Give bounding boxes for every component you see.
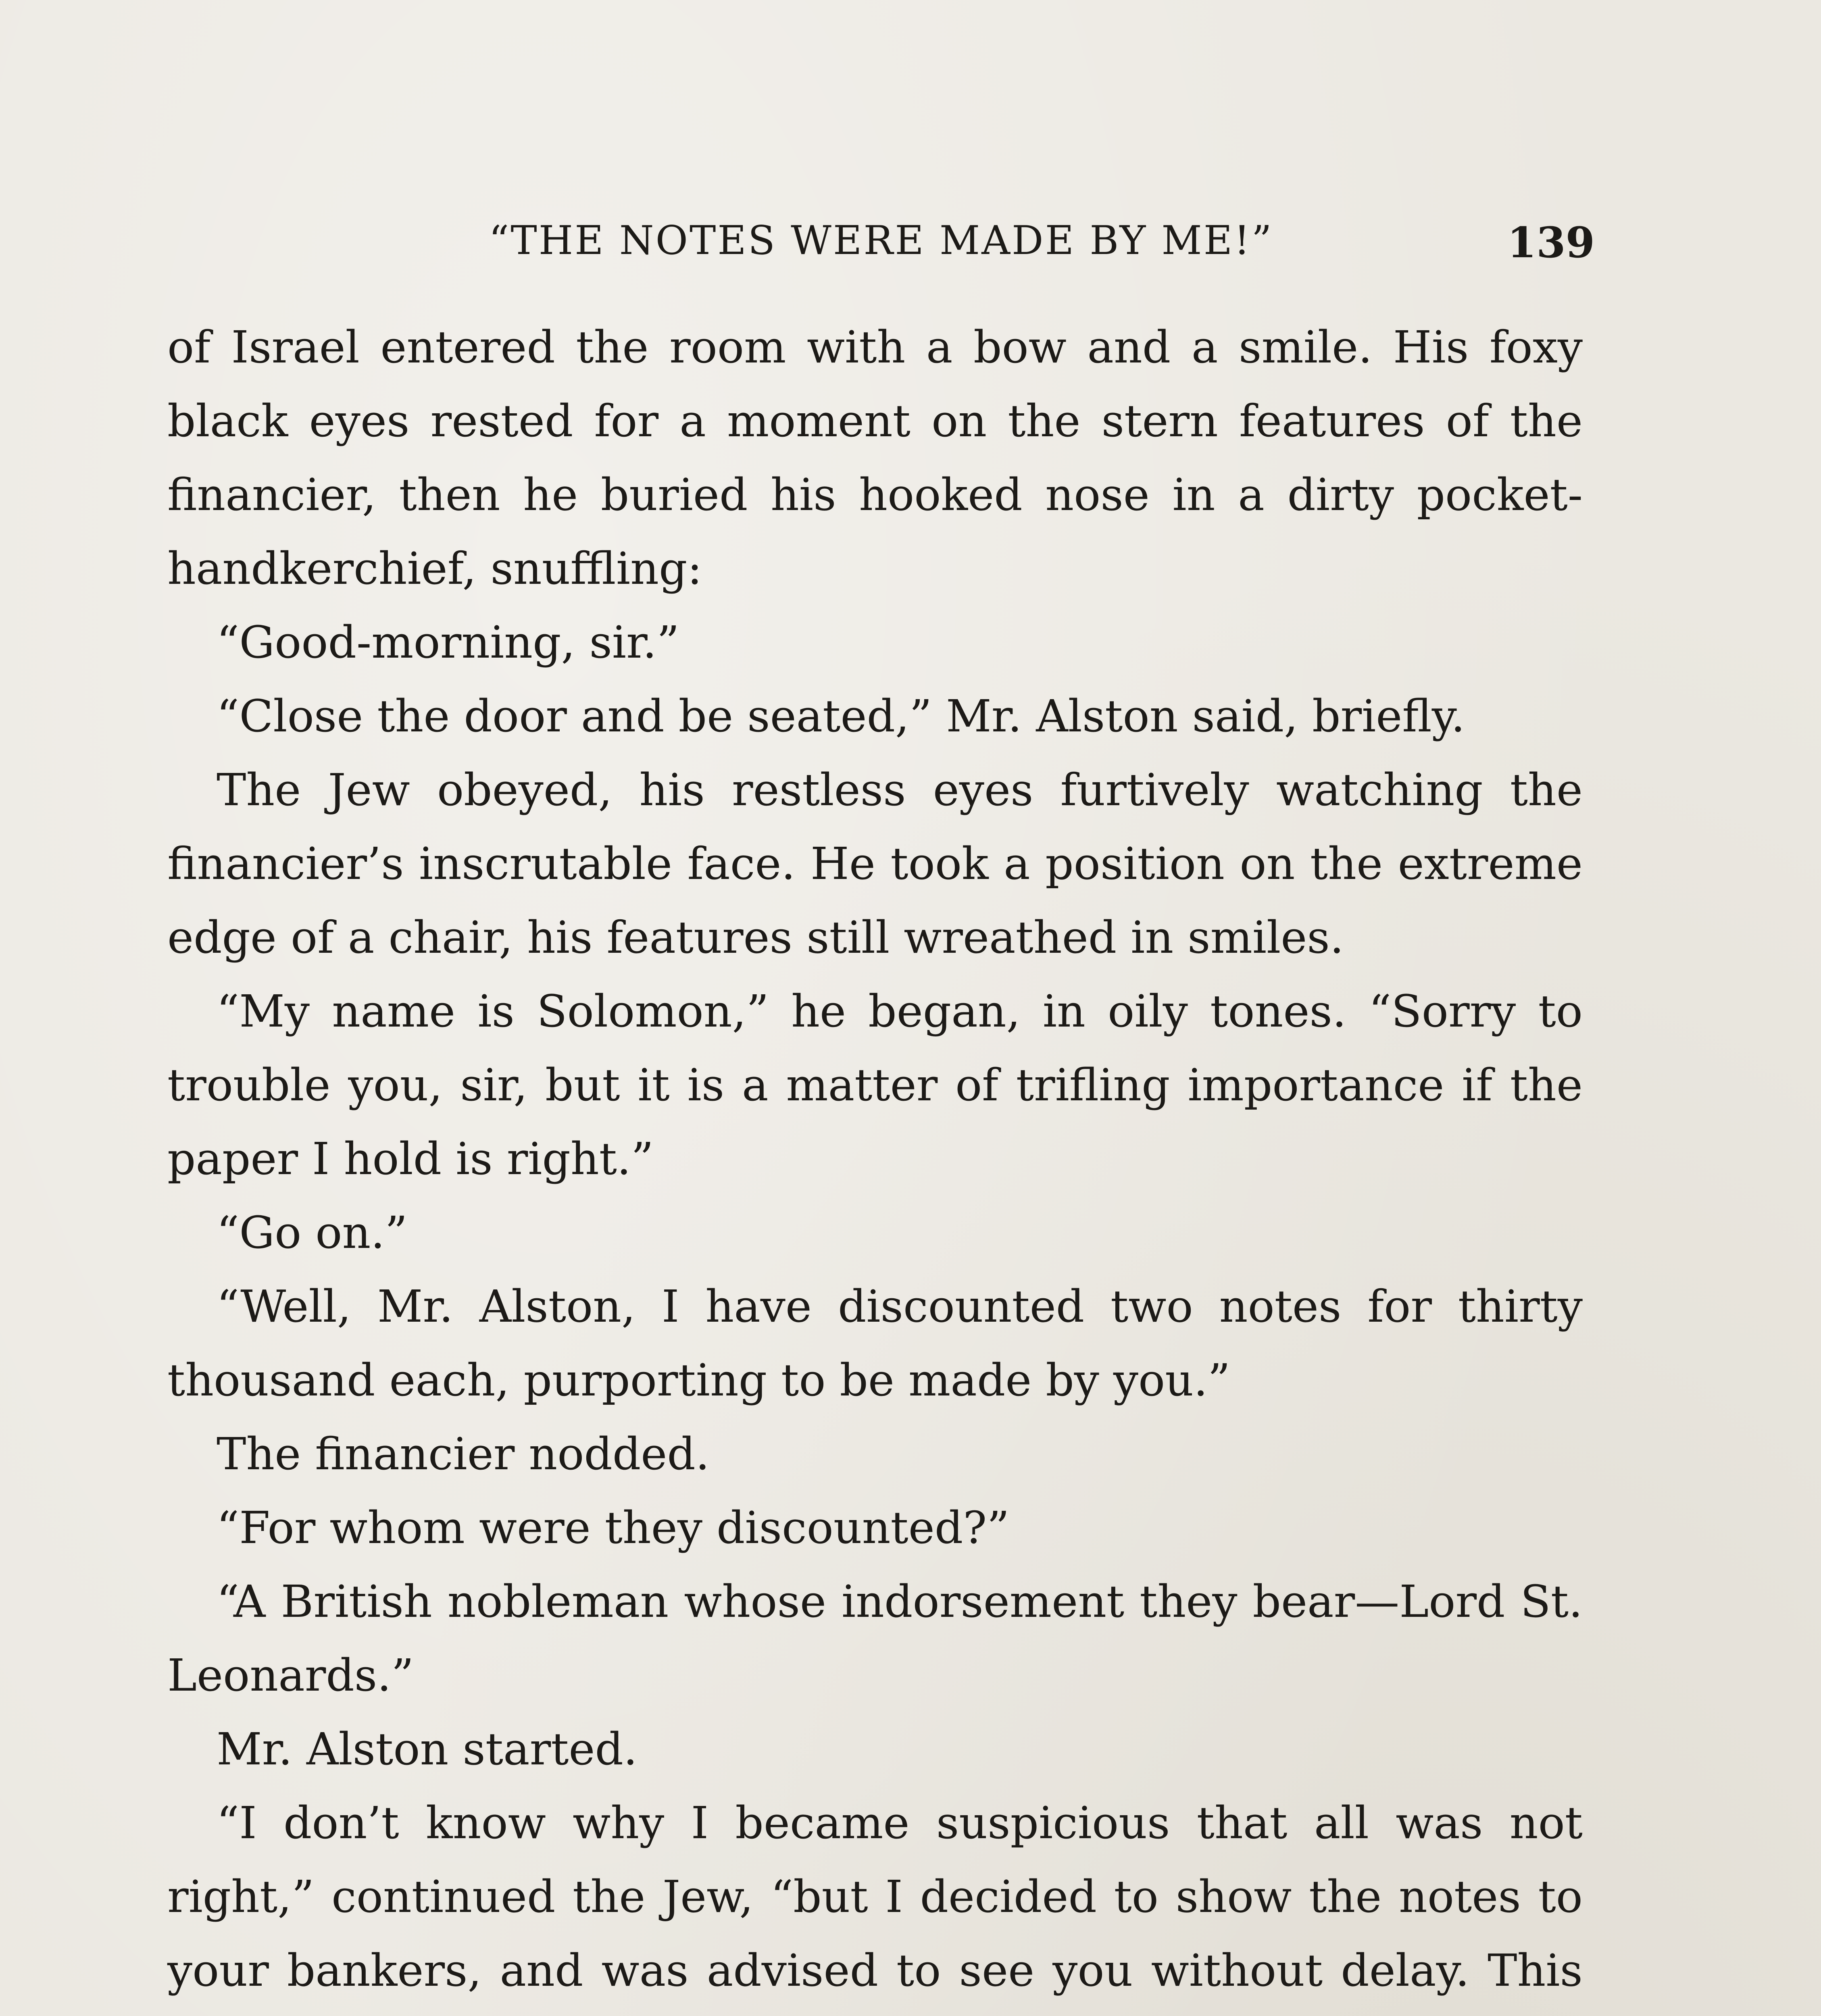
running-head [167, 218, 1595, 266]
paragraph: “Close the door and be seated,” Mr. Alston said, briefly. [217, 690, 1465, 742]
paragraph: “I don’t know why I became suspicious that all was not right,” continued the Jew, “but I decided to show the notes to your bankers, and was advised to see you without delay. This [167, 1797, 1583, 1996]
paragraph: Mr. Alston started. [217, 1723, 638, 1775]
paragraph: The financier nodded. [217, 1428, 710, 1480]
paragraph: “My name is Solomon,” he began, in oily tones. “Sorry to trouble you, sir, but it is a matter of trifling importance if the paper I hold is right.” [167, 985, 1583, 1185]
paragraph: “Well, Mr. Alston, I have discounted two notes for thirty thousand each, purporting to be made by you.” [167, 1281, 1583, 1406]
body-text [167, 310, 1583, 2016]
paragraph: “A British nobleman whose indorsement they bear—Lord St. Leonards.” [167, 1576, 1583, 1701]
paragraph: The Jew obeyed, his restless eyes furtively watching the financier’s inscrutable face. He took a position on the extreme edge of a chair, his features still wreathed in smiles. [167, 764, 1583, 963]
paragraph: “Good-morning, sir.” [217, 616, 679, 668]
chapter-title: “THE NOTES WERE MADE BY ME!” [489, 218, 1273, 264]
paragraph: of Israel entered the room with a bow and a smile. His foxy black eyes rested for a moment on the stern features of the financier, then he buried his hooked nose in a dirty pocket-handkerchief, snuffling: [167, 321, 1583, 594]
paragraph: “For whom were they discounted?” [217, 1502, 1010, 1554]
page-number: 139 [1507, 218, 1595, 267]
paragraph: “Go on.” [217, 1207, 408, 1258]
